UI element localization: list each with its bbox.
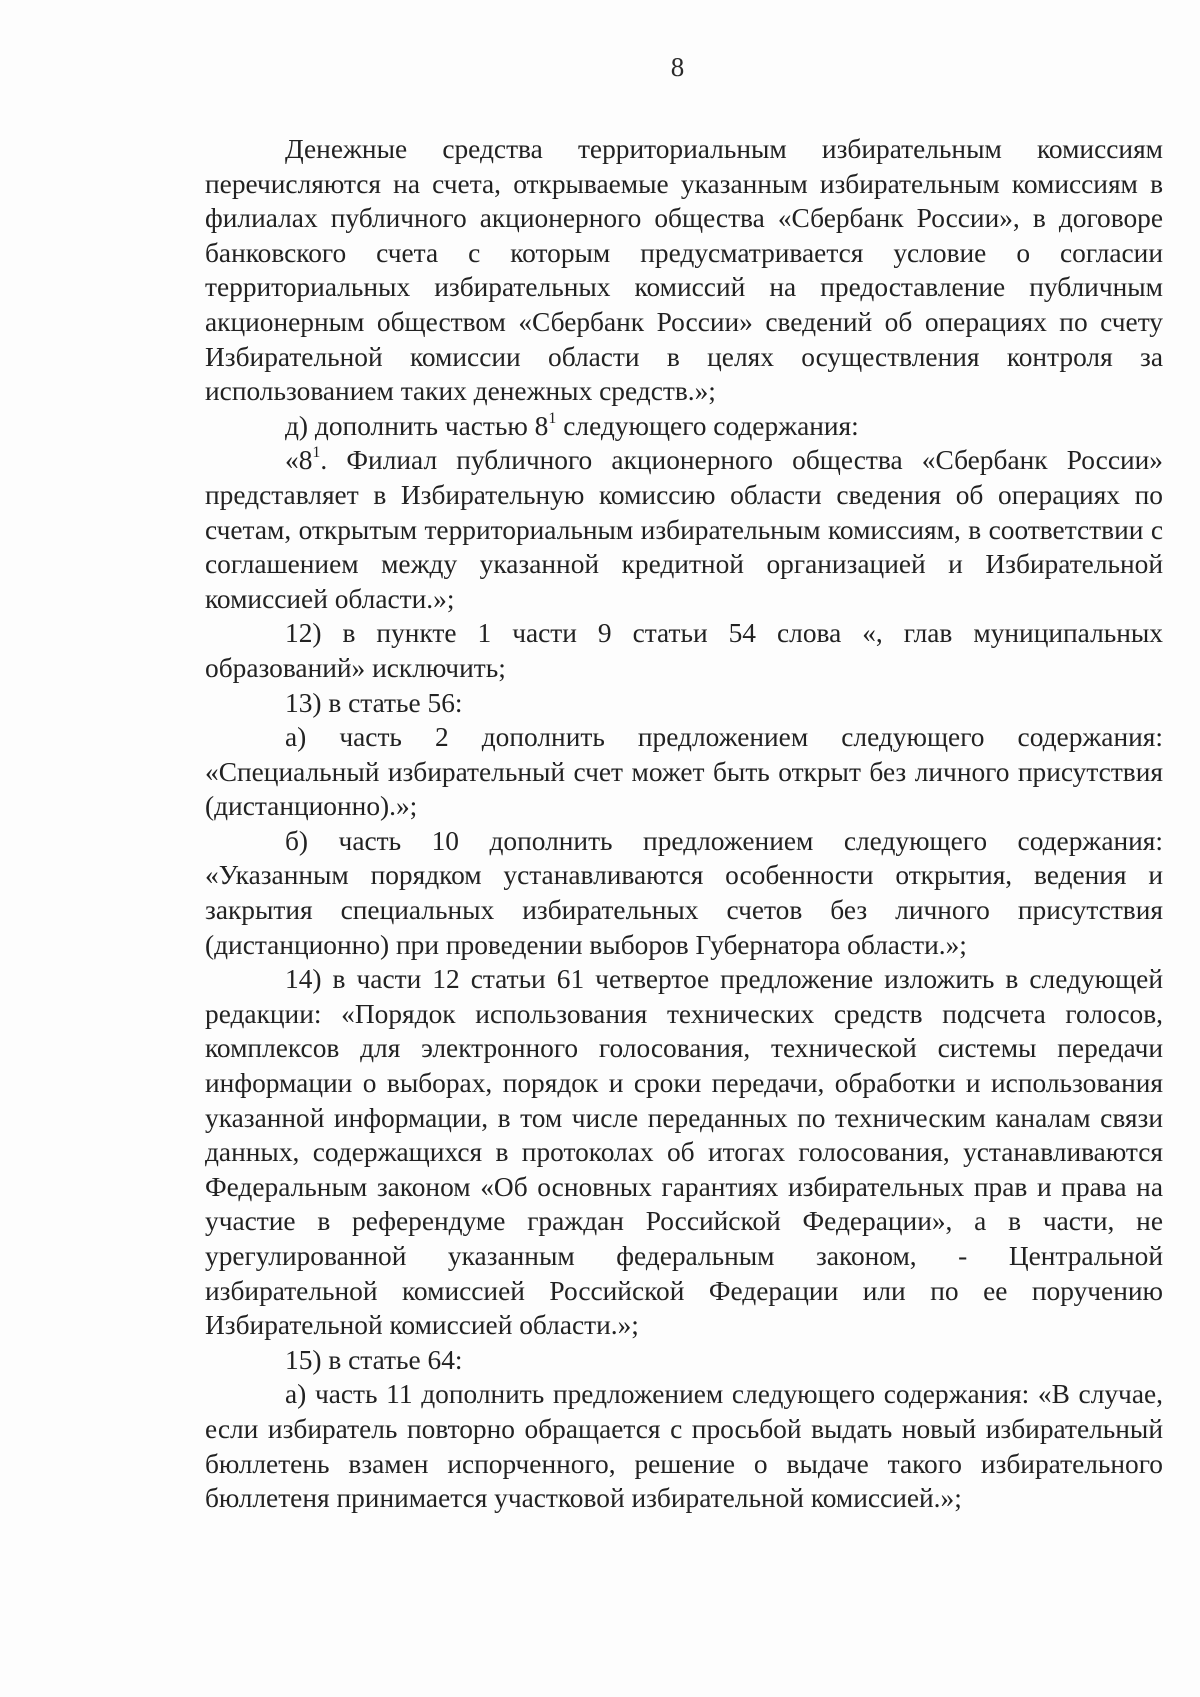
paragraph-item-13-b: б) часть 10 дополнить предложением следующего содержания: «Указанным порядком устанавливаются особенности открытия, ведения и закрытия специальных избирательных счетов без личного присутствия (дистанционно) при проведении выборов Губернатора области.»; bbox=[205, 825, 1163, 960]
paragraph-funds-transfer: Денежные средства территориальным избирательным комиссиям перечисляются на счета, открываемые указанным избирательным комиссиям в филиалах публичного акционерного общества «Сбербанк России», в договоре банковского счета с которым предусматривается условие о согласии территориальных избирательных комиссий на предоставление публичным акционерным обществом «Сбербанк России» сведений об операциях по счету Избирательной комиссии области в целях осуществления контроля за использованием таких денежных средств.»; bbox=[205, 134, 1163, 407]
document-body bbox=[205, 132, 1163, 1516]
paragraph-text-end: следующего содержания: bbox=[556, 410, 859, 441]
paragraph-item-15: 15) в статье 64: bbox=[285, 1344, 463, 1375]
paragraph-text-start: д) дополнить частью 8 bbox=[285, 410, 549, 441]
paragraph-item-13: 13) в статье 56: bbox=[285, 687, 463, 718]
page-number: 8 bbox=[670, 52, 685, 82]
paragraph-item-12: 12) в пункте 1 части 9 статьи 54 слова «, глав муниципальных образований» исключить; bbox=[205, 618, 1163, 683]
paragraph-item-13-a: а) часть 2 дополнить предложением следующего содержания: «Специальный избирательный счет может быть открыт без личного присутствия (дистанционно).»; bbox=[205, 722, 1163, 822]
superscript: 1 bbox=[548, 409, 557, 427]
paragraph-add-part-8-1 bbox=[205, 409, 1163, 444]
paragraph-text-start: «8 bbox=[285, 445, 313, 476]
superscript: 1 bbox=[312, 444, 321, 462]
paragraph-text-end: . Филиал публичного акционерного общества «Сбербанк России» представляет в Избирательную комиссию области сведения об операциях по счетам, открытым территориальным избирательным комиссиям, в соответствии с соглашением между указанной кредитной организацией и Избирательной комиссией области.»; bbox=[205, 445, 1163, 614]
paragraph-item-14: 14) в части 12 статьи 61 четвертое предложение изложить в следующей редакции: «Порядок использования технических средств подсчета голосов, комплексов для электронного голосования, технической системы передачи информации о выборах, порядок и сроки передачи, обработки и использования указанной информации, в том числе переданных по техническим каналам связи данных, содержащихся в протоколах об итогах голосования, устанавливаются Федеральным законом «Об основных гарантиях избирательных прав и права на участие в референдуме граждан Российской Федерации», а в части, не урегулированной указанным федеральным законом, - Центральной избирательной комиссией Российской Федерации или по ее поручению Избирательной комиссией области.»; bbox=[205, 964, 1163, 1341]
paragraph-item-15-a: а) часть 11 дополнить предложением следующего содержания: «В случае, если избиратель повторно обращается с просьбой выдать новый избирательный бюллетень взамен испорченного, решение о выдаче такого избирательного бюллетеня принимается участковой избирательной комиссией.»; bbox=[205, 1379, 1163, 1514]
paragraph-part-8-1-text bbox=[205, 443, 1163, 616]
